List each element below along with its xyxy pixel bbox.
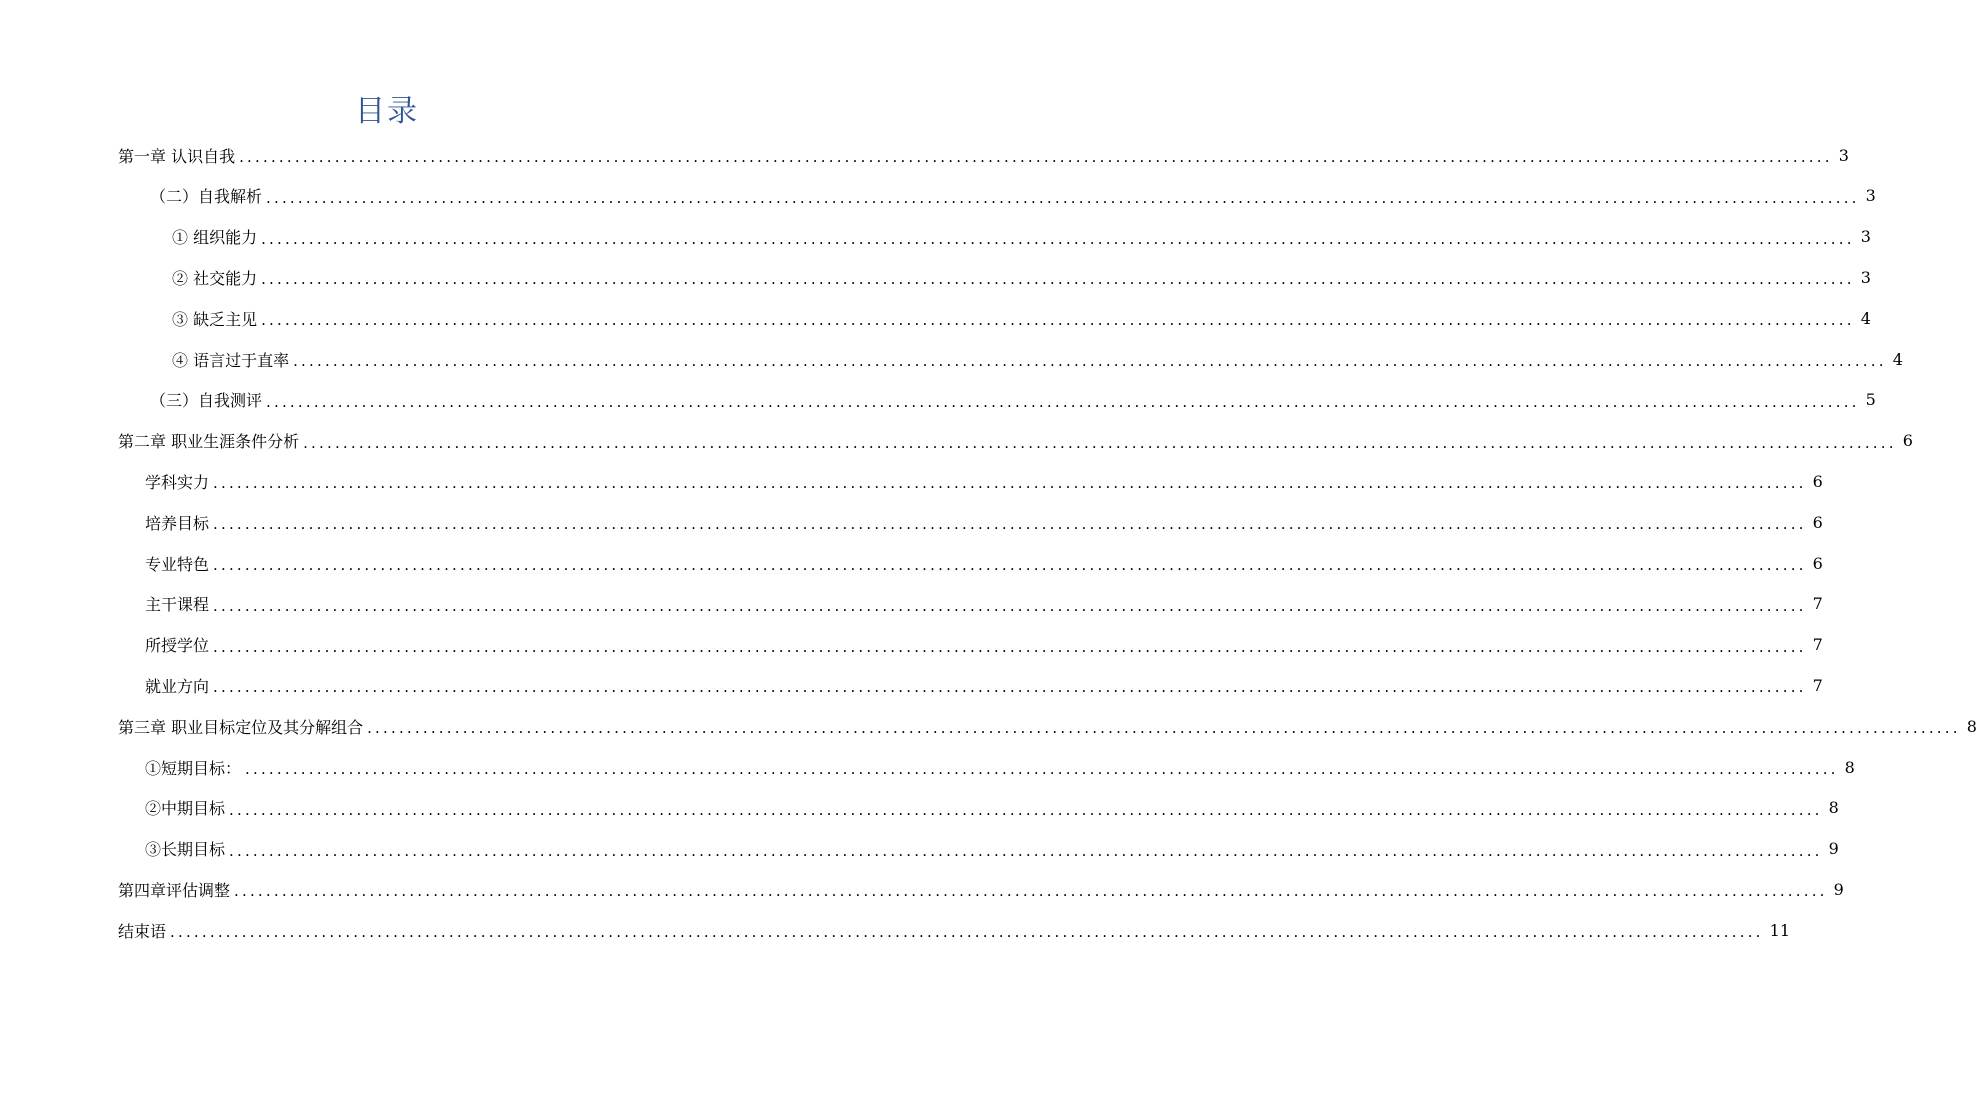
toc-entry-label: 第一章 认识自我 [118, 146, 236, 166]
toc-entry-label: （二）自我解析 [150, 187, 263, 207]
toc-leader-dots: ........................................................................................................................................................................................................ [170, 923, 1764, 942]
toc-leader-dots: ........................................................................................................................................................................................................ [303, 433, 1897, 452]
toc-entry[interactable] [118, 910, 1790, 950]
toc-leader-dots: ........................................................................................................................................................................................................ [213, 678, 1807, 697]
toc-entry[interactable] [145, 625, 1823, 665]
toc-leader-dots: ........................................................................................................................................................................................................ [245, 760, 1839, 778]
toc-entry-label: ③ 缺乏主见 [172, 309, 258, 329]
toc-entry[interactable] [145, 665, 1823, 705]
toc-entry[interactable] [145, 461, 1823, 501]
toc-entry[interactable] [172, 298, 1871, 338]
toc-leader-dots: ........................................................................................................................................................................................................ [234, 882, 1828, 901]
toc-leader-dots: ........................................................................................................................................................................................................ [213, 556, 1807, 574]
toc-leader-dots: ........................................................................................................................................................................................................ [213, 596, 1807, 615]
toc-entry[interactable] [172, 257, 1871, 297]
toc-entry-page: 8 [1966, 716, 1977, 736]
toc-entry-page: 4 [1860, 308, 1871, 328]
toc-entry[interactable] [145, 584, 1823, 624]
toc-leader-dots: ........................................................................................................................................................................................................ [213, 637, 1807, 656]
toc-leader-dots: ........................................................................................................................................................................................................ [261, 270, 1855, 289]
toc-leader-dots: ........................................................................................................................................................................................................ [239, 148, 1833, 166]
toc-entry-label: ② 社交能力 [172, 268, 258, 288]
toc-entry[interactable] [145, 543, 1823, 583]
toc-entry-page: 11 [1769, 920, 1790, 940]
toc-entry-label: ① 组织能力 [172, 228, 258, 248]
toc-entry-label: ②中期目标 [145, 799, 226, 819]
toc-entry-page: 7 [1812, 594, 1823, 614]
toc-leader-dots: ........................................................................................................................................................................................................ [229, 800, 1823, 819]
toc-entry[interactable] [118, 869, 1844, 909]
toc-entry-page: 4 [1892, 349, 1903, 369]
toc-entry-page: 3 [1838, 145, 1849, 165]
toc-entry[interactable] [118, 706, 1977, 746]
toc-entry-page: 7 [1812, 675, 1823, 695]
toc-entry-label: ④ 语言过于直率 [172, 350, 290, 370]
toc-entry-page: 6 [1812, 471, 1823, 491]
toc-entry-page: 9 [1833, 879, 1844, 899]
toc-entry[interactable] [172, 217, 1871, 257]
toc-entry-label: 第四章评估调整 [118, 880, 231, 900]
toc-entry-page: 5 [1865, 390, 1876, 410]
toc-entry[interactable] [145, 502, 1823, 542]
toc-entry-page: 9 [1828, 839, 1839, 859]
toc-entry-page: 3 [1860, 267, 1871, 287]
toc-entry[interactable] [145, 747, 1855, 787]
toc-entry-label: 主干课程 [145, 595, 210, 615]
toc-entry-page: 3 [1860, 227, 1871, 247]
toc-entry[interactable] [172, 339, 1903, 379]
toc-entry-label: 所授学位 [145, 636, 210, 656]
toc-entry-page: 3 [1865, 186, 1876, 206]
toc-leader-dots: ........................................................................................................................................................................................................ [293, 352, 1887, 370]
toc-entry-page: 6 [1812, 512, 1823, 532]
toc-entry-label: （三）自我测评 [150, 391, 263, 411]
toc-leader-dots: ........................................................................................................................................................................................................ [229, 841, 1823, 860]
toc-entry[interactable] [145, 829, 1839, 869]
toc-entry-label: 第三章 职业目标定位及其分解组合 [118, 717, 364, 737]
toc-title: 目录 [355, 94, 419, 129]
toc-entry-label: 培养目标 [145, 513, 210, 533]
toc-entry-page: 8 [1844, 757, 1855, 777]
toc-leader-dots: ........................................................................................................................................................................................................ [213, 515, 1807, 534]
toc-leader-dots: ........................................................................................................................................................................................................ [261, 229, 1855, 248]
toc-leader-dots: ........................................................................................................................................................................................................ [261, 311, 1855, 330]
toc-entry-page: 6 [1812, 553, 1823, 573]
toc-entry-label: 学科实力 [145, 472, 210, 492]
toc-entry-page: 6 [1902, 431, 1913, 451]
toc-entry-label: 就业方向 [145, 676, 210, 696]
toc-leader-dots: ........................................................................................................................................................................................................ [266, 392, 1860, 411]
toc-entry[interactable] [150, 176, 1876, 216]
toc-entry[interactable] [118, 421, 1913, 461]
toc-entry-page: 7 [1812, 635, 1823, 655]
toc-leader-dots: ........................................................................................................................................................................................................ [367, 719, 1961, 738]
toc-leader-dots: ........................................................................................................................................................................................................ [266, 188, 1860, 207]
toc-entry-label: 第二章 职业生涯条件分析 [118, 432, 300, 452]
toc-entry-label: ③长期目标 [145, 840, 226, 860]
toc-entry-label: 结束语 [118, 921, 167, 941]
toc-entry-label: 专业特色 [145, 554, 210, 574]
toc-leader-dots: ........................................................................................................................................................................................................ [213, 474, 1807, 493]
toc-entry-label: ①短期目标： [145, 758, 242, 778]
toc-entry[interactable] [118, 135, 1849, 175]
toc-entry[interactable] [145, 788, 1839, 828]
toc-entry-page: 8 [1828, 798, 1839, 818]
toc-entry[interactable] [150, 380, 1876, 420]
